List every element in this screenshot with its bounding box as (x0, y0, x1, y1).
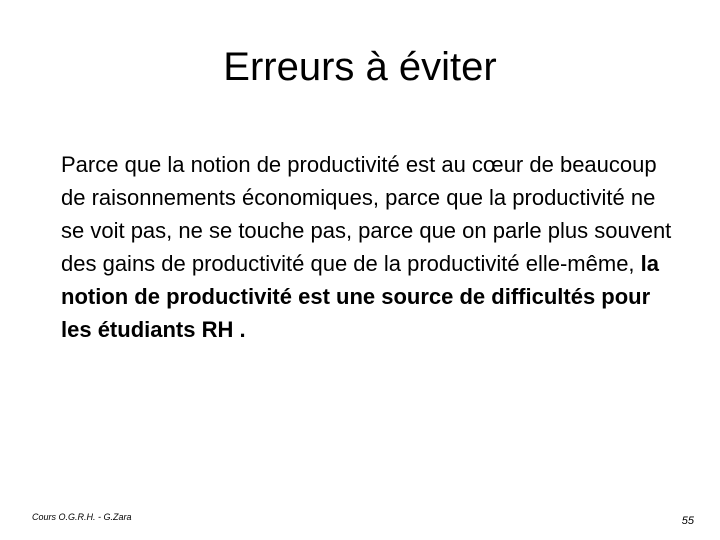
body-bold-text: la notion de productivité est une source de difficultés pour les étudiants RH . (61, 251, 660, 342)
body-regular-text: Parce que la notion de productivité est au cœur de beaucoup de raisonnements économiques, parce que la productivité ne se voit pas, ne se touche pas, parce que on parle plus souvent des gains de productivité que de la productivité elle-même, (61, 152, 672, 276)
slide-title: Erreurs à éviter (223, 45, 497, 89)
course-footer: Cours O.G.R.H. - G.Zara (32, 512, 132, 522)
slide-body-text (61, 148, 681, 346)
page-number: 55 (681, 515, 694, 527)
